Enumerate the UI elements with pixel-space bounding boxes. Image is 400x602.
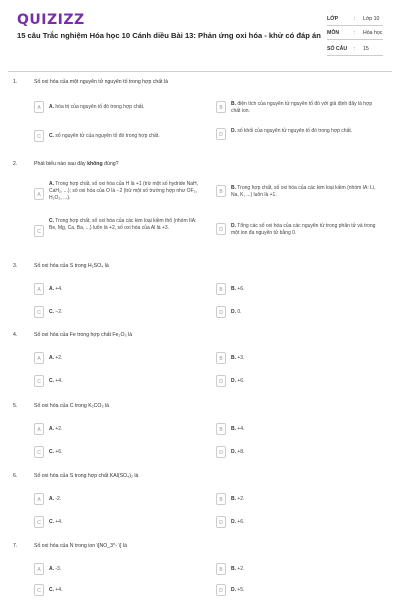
option-letter-box: A: [34, 352, 44, 364]
meta-key: SỐ CÂU: [327, 46, 348, 52]
option-letter-box: D: [216, 584, 226, 596]
question-number: 3.: [13, 263, 18, 269]
question-text: Số oxi hóa của C trong K₂CO₃ là: [34, 403, 110, 409]
option-letter-box: C: [34, 584, 44, 596]
meta-value: Hóa học: [363, 30, 383, 36]
option-letter-box: A: [34, 188, 44, 200]
question-number: 5.: [13, 403, 18, 409]
option-letter-box: D: [216, 375, 226, 387]
option-letter-box: C: [34, 306, 44, 318]
option-letter-box: C: [34, 375, 44, 387]
option-letter-box: D: [216, 306, 226, 318]
question-number: 4.: [13, 332, 18, 338]
option-letter-box: C: [34, 225, 44, 237]
quizizz-logo: QUIZIZZ: [17, 12, 85, 28]
option-letter-box: B: [216, 563, 226, 575]
meta-value: 15: [363, 46, 369, 52]
option-letter-box: D: [216, 446, 226, 458]
question-number: 6.: [13, 473, 18, 479]
option-letter-box: A: [34, 283, 44, 295]
meta-value: Lớp 10: [363, 16, 380, 22]
option-letter-box: B: [216, 423, 226, 435]
option-letter-box: B: [216, 493, 226, 505]
question-text: Số oxi hóa của S trong H₂SO₄ là: [34, 263, 109, 269]
option-letter-box: C: [34, 446, 44, 458]
option-letter-box: B: [216, 101, 226, 113]
option-letter-box: D: [216, 128, 226, 140]
question-text: Số oxi hóa của N trong ion \[NO_3^- \] là: [34, 543, 127, 549]
option-letter-box: A: [34, 563, 44, 575]
option-letter-box: D: [216, 516, 226, 528]
option-letter-box: A: [34, 423, 44, 435]
option-letter-box: B: [216, 185, 226, 197]
option-letter-box: C: [34, 516, 44, 528]
meta-key: LỚP: [327, 16, 339, 22]
question-number: 7.: [13, 543, 18, 549]
question-text: Số oxi hóa của S trong hợp chất KAl(SO₄)₂ là: [34, 473, 139, 479]
question-text: Số oxi hóa của Fe trong hợp chất Fe₂O₃ là: [34, 332, 133, 338]
question-number: 2.: [13, 161, 18, 167]
question-text: Phát biểu nào sau đây không đúng?: [34, 161, 119, 167]
option-letter-box: B: [216, 283, 226, 295]
option-letter-box: C: [34, 130, 44, 142]
meta-key: MÔN: [327, 30, 340, 36]
option-letter-box: A: [34, 493, 44, 505]
page-header: QUIZIZZ 15 câu Trắc nghiệm Hóa học 10 Cánh diều Bài 13: Phản ứng oxi hóa - khử có đáp án LỚP : Lớp 10 MÔN : Hóa học SỐ CÂU : 15: [0, 0, 400, 62]
header-divider: [8, 71, 392, 72]
option-letter-box: D: [216, 223, 226, 235]
question-number: 1.: [13, 79, 18, 85]
option-letter-box: A: [34, 101, 44, 113]
question-text: Số oxi hóa của một nguyên tử nguyên tố trong hợp chất là: [34, 79, 169, 85]
page-title: 15 câu Trắc nghiệm Hóa học 10 Cánh diều Bài 13: Phản ứng oxi hóa - khử có đáp án: [17, 31, 321, 40]
option-letter-box: B: [216, 352, 226, 364]
